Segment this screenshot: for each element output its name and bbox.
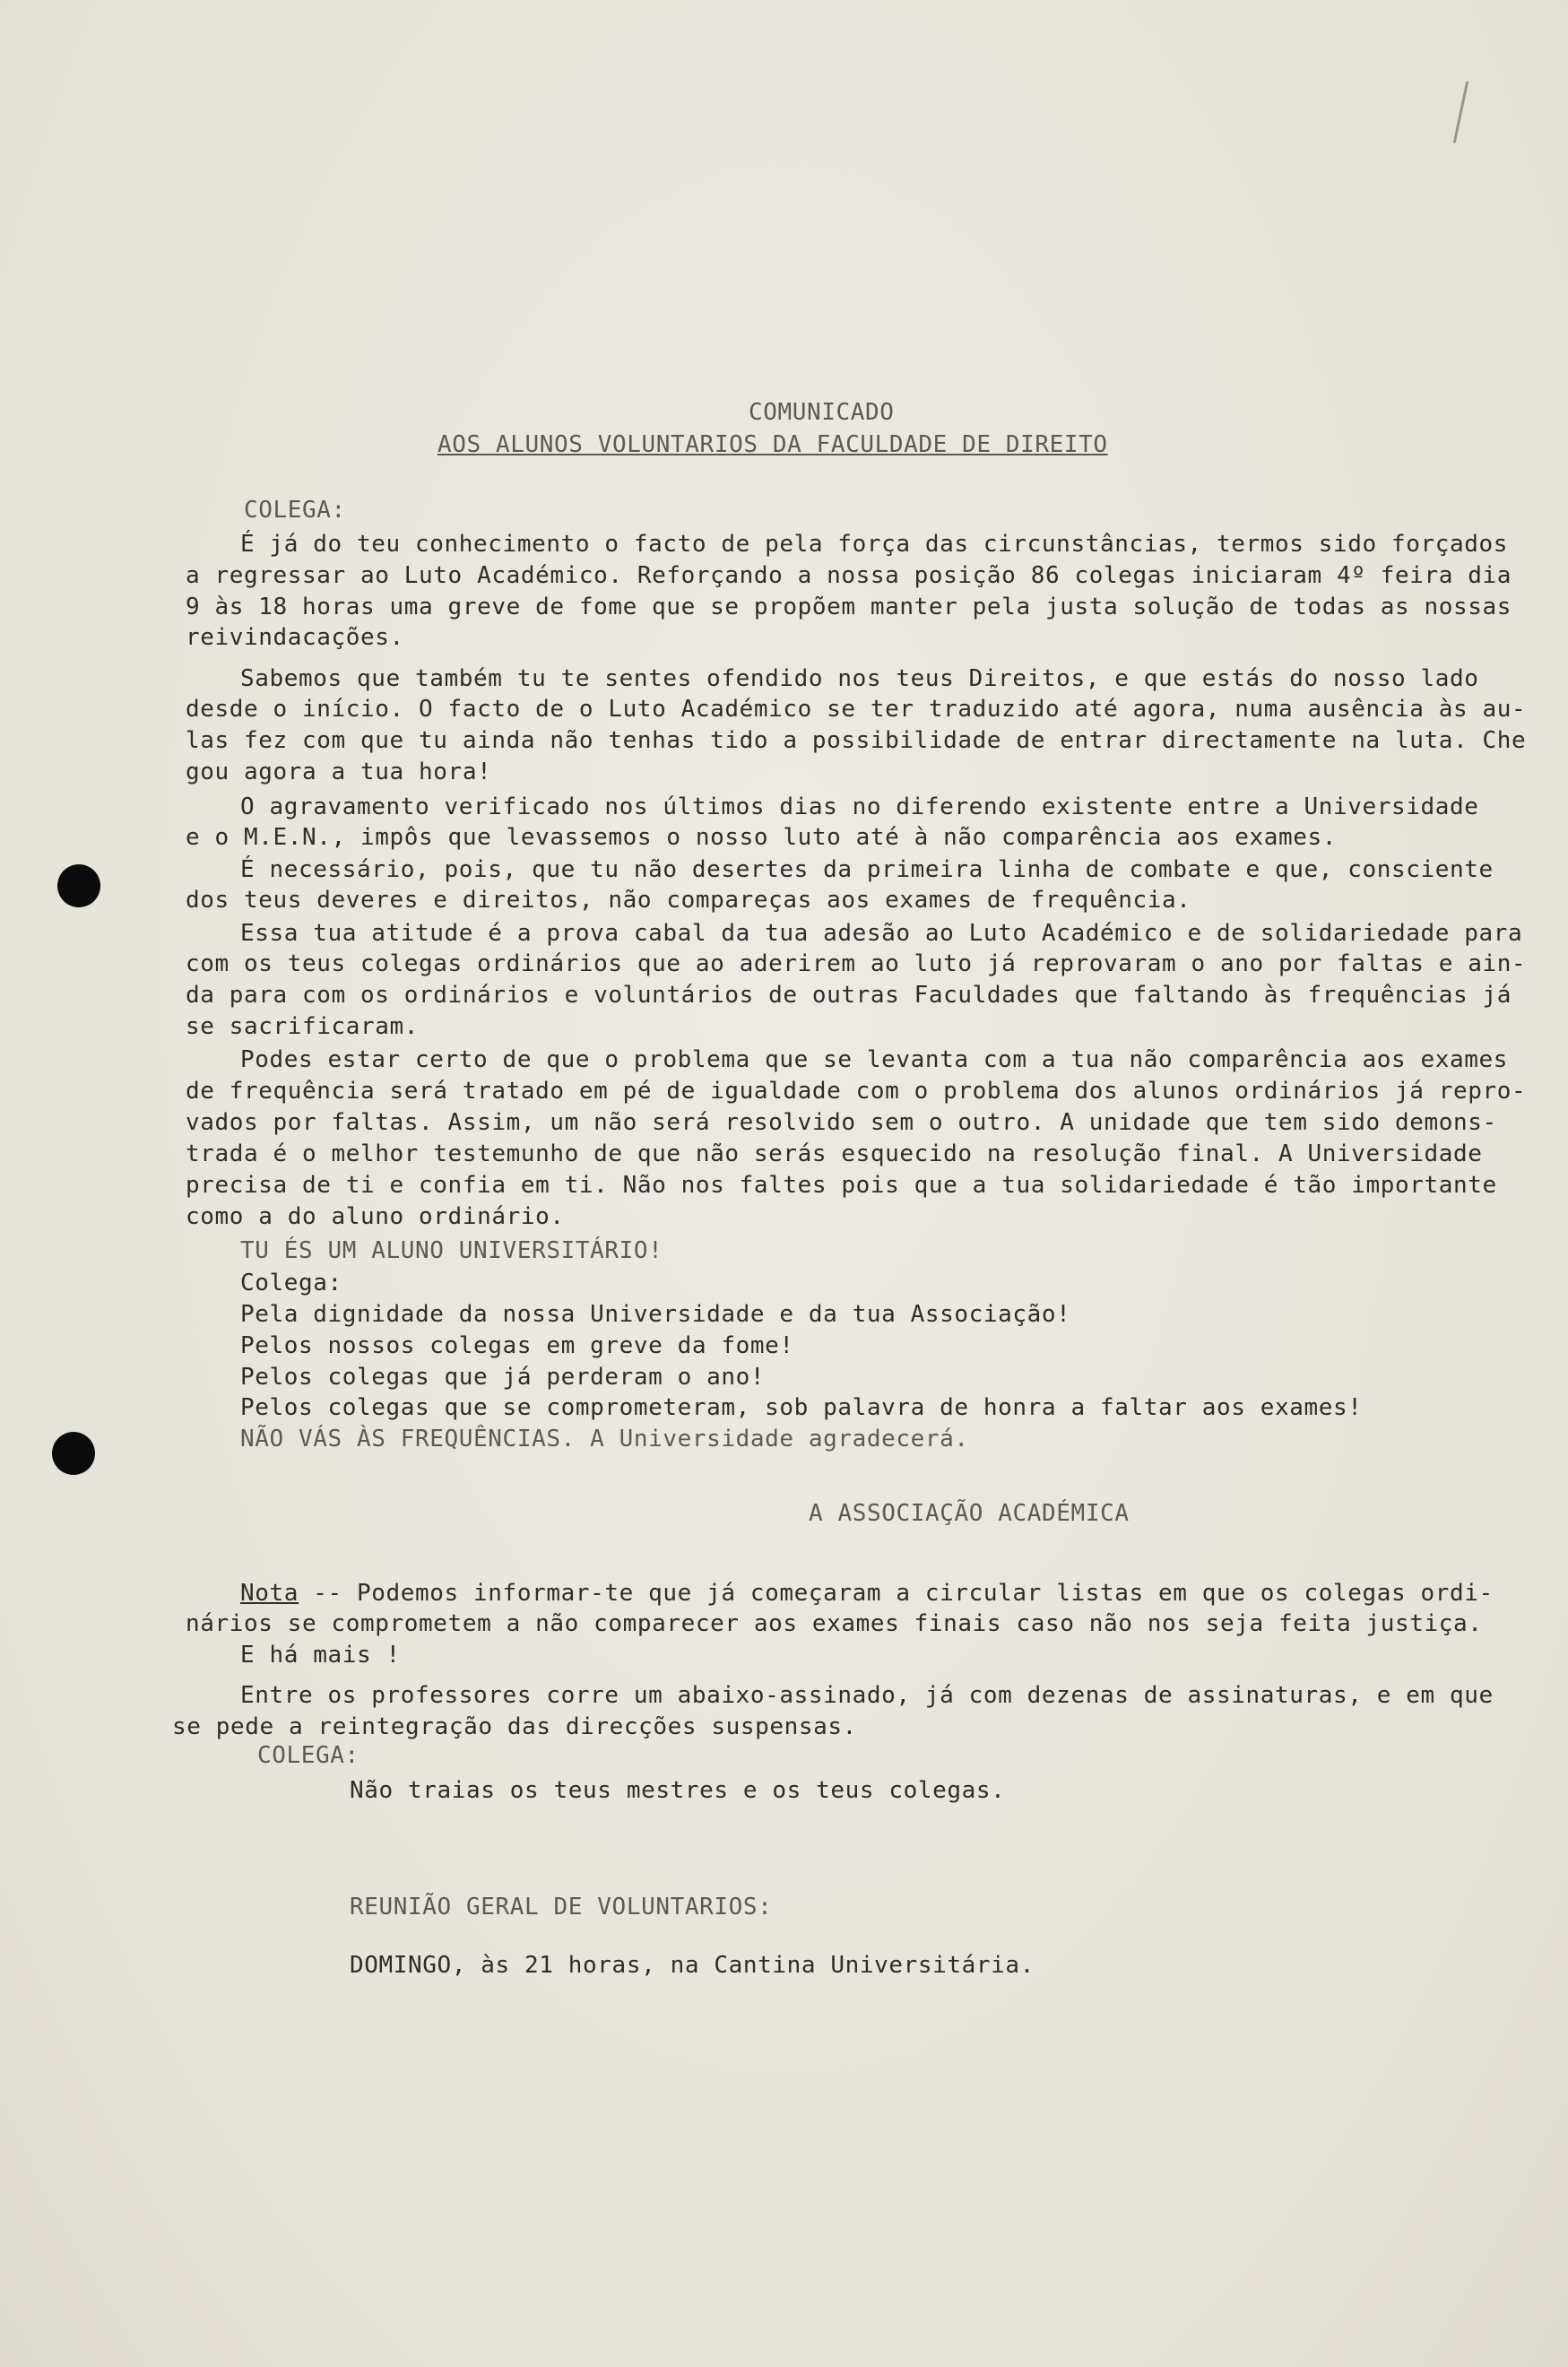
document-subtitle: AOS ALUNOS VOLUNTARIOS DA FACULDADE DE DIREITO <box>437 431 1108 458</box>
body-line: da para com os ordinários e voluntários de outras Faculdades que faltando às frequências já <box>186 982 1512 1009</box>
note-line: -- Podemos informar-te que já começaram a circular listas em que os colegas ordi- <box>299 1580 1494 1607</box>
body-line: 9 às 18 horas uma greve de fome que se propõem manter pela justa solução de todas as nossas <box>186 594 1512 620</box>
body-line: É necessário, pois, que tu não desertes da primeira linha de combate e que, consciente <box>240 856 1494 883</box>
body-line: Pelos colegas que se comprometeram, sob palavra de honra a faltar aos exames! <box>240 1394 1363 1421</box>
body-line: e o M.E.N., impôs que levassemos o nosso luto até à não comparência aos exames. <box>186 824 1338 851</box>
body-line: com os teus colegas ordinários que ao aderirem ao luto já reprovaram o ano por faltas e ain- <box>186 950 1527 977</box>
body-line: Podes estar certo de que o problema que se levanta com a tua não comparência aos exames <box>240 1046 1509 1073</box>
body-line: TU ÉS UM ALUNO UNIVERSITÁRIO! <box>240 1237 663 1264</box>
body-line: Pela dignidade da nossa Universidade e da tua Associação! <box>240 1301 1071 1328</box>
body-line: de frequência será tratado em pé de igualdade com o problema dos alunos ordinários já repro- <box>186 1078 1527 1105</box>
pencil-mark <box>1453 81 1468 143</box>
body-line: vados por faltas. Assim, um não será resolvido sem o outro. A unidade que tem sido demons- <box>186 1109 1497 1136</box>
body-line: Essa tua atitude é a prova cabal da tua adesão ao Luto Académico e de solidariedade para <box>240 920 1523 947</box>
body-line: como a do aluno ordinário. <box>186 1203 565 1230</box>
body-line: Pelos colegas que já perderam o ano! <box>240 1364 766 1391</box>
meeting-details: DOMINGO, às 21 horas, na Cantina Universitária. <box>350 1952 1035 1979</box>
note-line: Não traias os teus mestres e os teus colegas. <box>350 1777 1006 1804</box>
body-line: gou agora a tua hora! <box>186 759 492 785</box>
body-line: trada é o melhor testemunho de que não serás esquecido na resolução final. A Universidade <box>186 1140 1483 1167</box>
body-line: a regressar ao Luto Académico. Reforçando a nossa posição 86 colegas iniciaram 4º feira dia <box>186 562 1512 589</box>
body-line: desde o início. O facto de o Luto Académico se ter traduzido até agora, numa ausência às au- <box>186 696 1527 723</box>
note-line: COLEGA: <box>257 1742 360 1769</box>
body-line: Sabemos que também tu te sentes ofendido nos teus Direitos, e que estás do nosso lado <box>240 665 1479 692</box>
body-line: NÃO VÁS ÀS FREQUÊNCIAS. A Universidade agradecerá. <box>240 1426 969 1452</box>
note-line: nários se comprometem a não comparecer aos exames finais caso não nos seja feita justiça. <box>186 1610 1483 1637</box>
body-line: Pelos nossos colegas em greve da fome! <box>240 1332 794 1359</box>
body-line: reivindacações. <box>186 624 404 651</box>
note-label: Nota <box>240 1580 299 1607</box>
signature: A ASSOCIAÇÃO ACADÉMICA <box>809 1500 1130 1527</box>
salutation: COLEGA: <box>244 497 346 524</box>
note-line: E há mais ! <box>240 1642 401 1669</box>
note-line: se pede a reintegração das direcções suspensas. <box>172 1713 857 1740</box>
body-line: precisa de ti e confia em ti. Não nos faltes pois que a tua solidariedade é tão importante <box>186 1172 1497 1199</box>
document-title: COMUNICADO <box>749 399 895 426</box>
note-first-line <box>240 1578 1494 1608</box>
meeting-title: REUNIÃO GERAL DE VOLUNTARIOS: <box>350 1894 773 1920</box>
body-line: se sacrificaram. <box>186 1013 420 1040</box>
body-line: dos teus deveres e direitos, não compareças aos exames de frequência. <box>186 887 1191 914</box>
body-line: Colega: <box>240 1270 342 1296</box>
punch-hole-bottom <box>52 1432 95 1475</box>
body-line: las fez com que tu ainda não tenhas tido a possibilidade de entrar directamente na luta. Che <box>186 727 1527 754</box>
note-line: Entre os professores corre um abaixo-assinado, já com dezenas de assinaturas, e em que <box>240 1682 1494 1709</box>
punch-hole-top <box>57 864 100 907</box>
body-line: O agravamento verificado nos últimos dias no diferendo existente entre a Universidade <box>240 793 1479 820</box>
body-line: É já do teu conhecimento o facto de pela força das circunstâncias, termos sido forçados <box>240 531 1509 558</box>
